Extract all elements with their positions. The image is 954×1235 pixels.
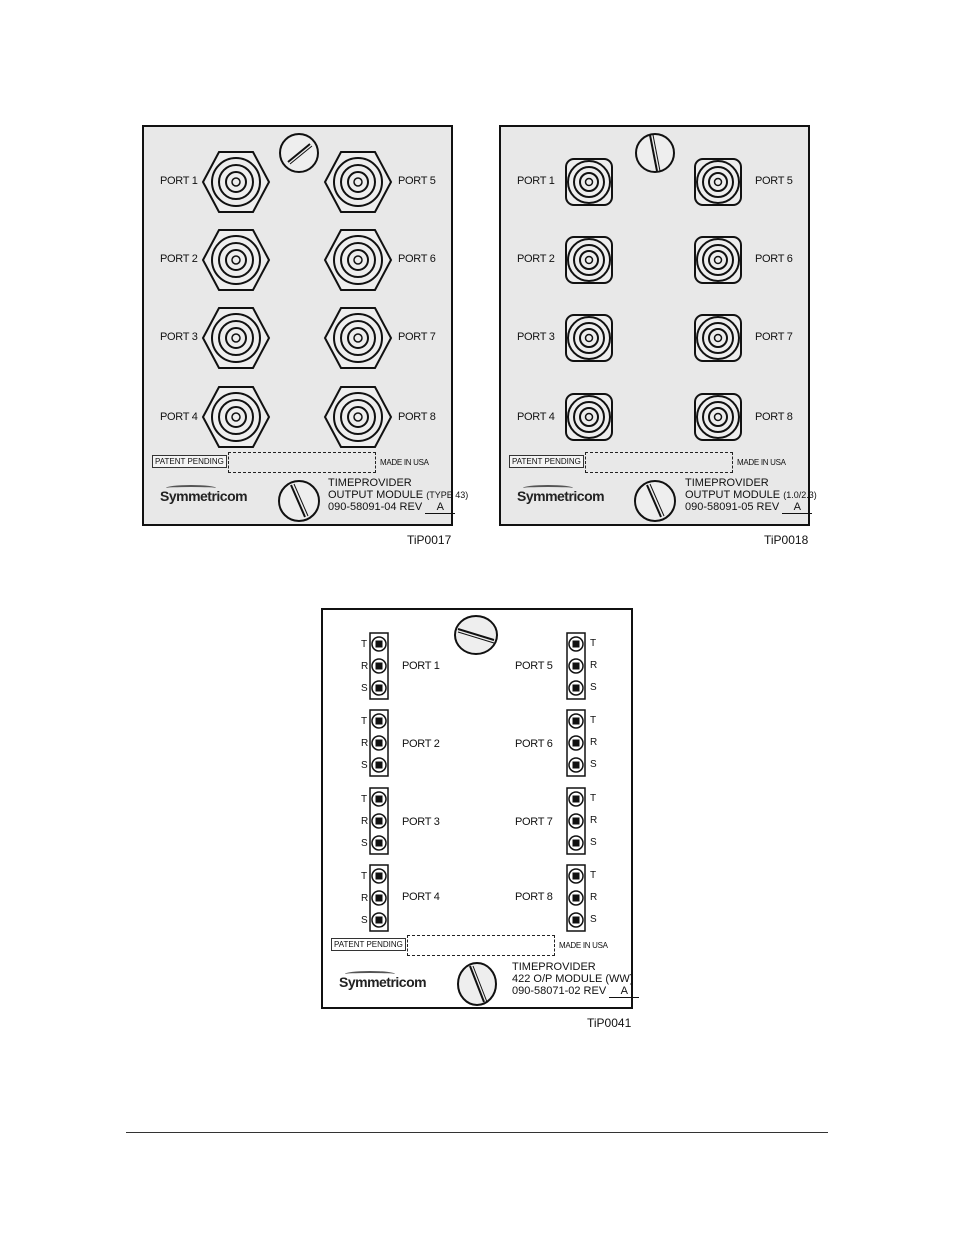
terminal-block-icon — [369, 864, 389, 932]
info-line2: 422 O/P MODULE (WW) — [512, 973, 634, 985]
made-in-usa-label: MADE IN USA — [380, 458, 429, 467]
label-area-dashed — [585, 452, 733, 473]
pin-label-t: T — [590, 715, 597, 726]
info-line3 — [328, 501, 468, 514]
din-connector-icon — [564, 392, 614, 442]
pin-label-r: R — [590, 660, 598, 671]
terminal-block-icon — [566, 709, 586, 777]
info-line2-suffix: (1.0/2.3) — [783, 490, 817, 500]
thumbscrew-icon — [278, 132, 320, 174]
thumbscrew-icon — [456, 962, 498, 1006]
revision: A — [425, 501, 455, 514]
terminal-block-icon — [369, 709, 389, 777]
brand-logo: Symmetricom — [517, 488, 605, 504]
pin-label-r: R — [361, 816, 369, 827]
page-footer-rule — [126, 1132, 828, 1133]
port-label: PORT 6 — [755, 253, 793, 265]
port-label: PORT 1 — [402, 660, 440, 672]
module-panel-1-0-2-3 — [499, 125, 817, 526]
port-label: PORT 7 — [398, 331, 436, 343]
terminal-block-icon — [369, 787, 389, 855]
pin-label-t: T — [361, 716, 368, 727]
pin-label-r: R — [361, 738, 369, 749]
port-label: PORT 1 — [517, 175, 555, 187]
bnc-connector-icon — [202, 307, 270, 369]
part-number: 090-58091-05 REV — [685, 501, 780, 513]
thumbscrew-icon — [634, 132, 676, 174]
port-label: PORT 6 — [398, 253, 436, 265]
info-line3 — [512, 985, 639, 998]
pin-label-t: T — [361, 794, 368, 805]
port-label: PORT 2 — [402, 738, 440, 750]
din-connector-icon — [564, 313, 614, 363]
module-info — [328, 477, 468, 514]
label-area-dashed — [407, 935, 555, 956]
port-label: PORT 4 — [160, 411, 198, 423]
pin-label-t: T — [590, 638, 597, 649]
pin-label-s: S — [590, 759, 597, 770]
revision: A — [609, 985, 639, 998]
part-number: 090-58091-04 REV — [328, 501, 423, 513]
revision: A — [782, 501, 812, 514]
module-panel-422 — [321, 608, 633, 1009]
port-label: PORT 5 — [398, 175, 436, 187]
thumbscrew-icon — [454, 614, 498, 656]
info-line2-main: OUTPUT MODULE — [328, 489, 424, 501]
pin-label-s: S — [361, 915, 368, 926]
bnc-connector-icon — [202, 386, 270, 448]
module-panel-type43 — [142, 125, 469, 526]
port-label: PORT 3 — [160, 331, 198, 343]
din-connector-icon — [693, 392, 743, 442]
port-label: PORT 2 — [517, 253, 555, 265]
bnc-connector-icon — [202, 151, 270, 213]
terminal-block-icon — [566, 787, 586, 855]
port-label: PORT 3 — [517, 331, 555, 343]
info-line2 — [328, 489, 468, 501]
bnc-connector-icon — [324, 307, 392, 369]
pin-label-r: R — [361, 893, 369, 904]
logo-swoosh — [523, 485, 573, 491]
port-label: PORT 3 — [402, 816, 440, 828]
pin-label-r: R — [590, 815, 598, 826]
din-connector-icon — [564, 157, 614, 207]
din-connector-icon — [564, 235, 614, 285]
brand-logo: Symmetricom — [339, 974, 427, 990]
port-label: PORT 6 — [515, 738, 553, 750]
info-line1: TIMEPROVIDER — [512, 961, 596, 973]
pin-label-s: S — [590, 837, 597, 848]
port-label: PORT 7 — [755, 331, 793, 343]
label-area-dashed — [228, 452, 376, 473]
pin-label-s: S — [590, 682, 597, 693]
thumbscrew-icon — [633, 479, 677, 523]
brand-logo: Symmetricom — [160, 488, 248, 504]
info-line1: TIMEPROVIDER — [685, 477, 769, 489]
info-line2 — [685, 489, 817, 501]
thumbscrew-icon — [277, 479, 321, 523]
bnc-connector-icon — [324, 229, 392, 291]
port-label: PORT 4 — [517, 411, 555, 423]
patent-pending-label: PATENT PENDING — [152, 455, 227, 468]
patent-pending-label: PATENT PENDING — [331, 938, 406, 951]
port-label: PORT 2 — [160, 253, 198, 265]
port-label: PORT 4 — [402, 891, 440, 903]
pin-label-s: S — [590, 914, 597, 925]
info-line3 — [685, 501, 817, 514]
figure-id: TiP0041 — [587, 1016, 632, 1030]
info-line2-suffix: (TYPE 43) — [426, 490, 469, 500]
pin-label-r: R — [590, 892, 598, 903]
bnc-connector-icon — [324, 386, 392, 448]
bnc-connector-icon — [324, 151, 392, 213]
module-info — [512, 961, 639, 998]
pin-label-t: T — [590, 793, 597, 804]
pin-label-r: R — [361, 661, 369, 672]
din-connector-icon — [693, 235, 743, 285]
figure-id: TiP0017 — [407, 533, 452, 547]
terminal-block-icon — [566, 632, 586, 700]
info-line1: TIMEPROVIDER — [328, 477, 412, 489]
port-label: PORT 8 — [398, 411, 436, 423]
pin-label-s: S — [361, 760, 368, 771]
din-connector-icon — [693, 313, 743, 363]
made-in-usa-label: MADE IN USA — [559, 941, 608, 950]
terminal-block-icon — [369, 632, 389, 700]
pin-label-t: T — [361, 639, 368, 650]
pin-label-t: T — [361, 871, 368, 882]
part-number: 090-58071-02 REV — [512, 985, 607, 997]
port-label: PORT 8 — [515, 891, 553, 903]
figure-id: TiP0018 — [764, 533, 809, 547]
info-line2-main: OUTPUT MODULE — [685, 489, 781, 501]
port-label: PORT 5 — [755, 175, 793, 187]
pin-label-s: S — [361, 683, 368, 694]
module-info — [685, 477, 817, 514]
port-label: PORT 5 — [515, 660, 553, 672]
patent-pending-label: PATENT PENDING — [509, 455, 584, 468]
terminal-block-icon — [566, 864, 586, 932]
pin-label-t: T — [590, 870, 597, 881]
din-connector-icon — [693, 157, 743, 207]
port-label: PORT 7 — [515, 816, 553, 828]
logo-swoosh — [166, 485, 216, 491]
port-label: PORT 1 — [160, 175, 198, 187]
logo-swoosh — [345, 971, 395, 977]
port-label: PORT 8 — [755, 411, 793, 423]
pin-label-s: S — [361, 838, 368, 849]
pin-label-r: R — [590, 737, 598, 748]
made-in-usa-label: MADE IN USA — [737, 458, 786, 467]
bnc-connector-icon — [202, 229, 270, 291]
